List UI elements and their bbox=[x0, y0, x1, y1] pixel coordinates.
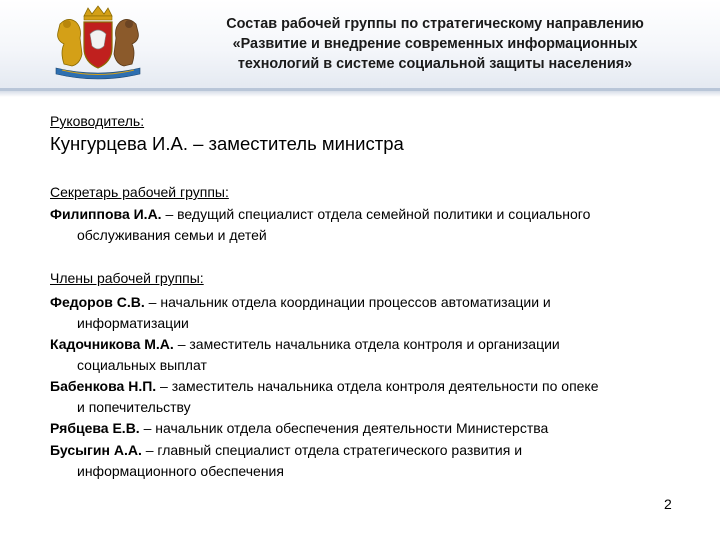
member-desc-cont: и попечительству bbox=[77, 399, 191, 415]
member-entry bbox=[50, 440, 690, 482]
member-desc: – заместитель начальника отдела контроля деятельности по опеке bbox=[156, 378, 599, 394]
member-entry bbox=[50, 418, 690, 439]
member-entry bbox=[50, 292, 690, 334]
page-number: 2 bbox=[664, 496, 672, 512]
slide-header bbox=[0, 0, 720, 90]
member-entry bbox=[50, 334, 690, 376]
secretary-name: Филиппова И.А. bbox=[50, 206, 162, 222]
member-name: Кадочникова М.А. bbox=[50, 336, 174, 352]
member-desc: – начальник отдела обеспечения деятельности Министерства bbox=[139, 420, 549, 436]
secretary-label: Секретарь рабочей группы: bbox=[50, 184, 229, 200]
member-desc: – заместитель начальника отдела контроля и организации bbox=[173, 336, 560, 352]
slide-title bbox=[170, 14, 700, 74]
title-line-2: «Развитие и внедрение современных информационных bbox=[232, 36, 638, 52]
secretary-entry bbox=[50, 204, 690, 246]
leader-label: Руководитель: bbox=[50, 113, 145, 129]
leader-name: Кунгурцева И.А. – заместитель министра bbox=[50, 133, 404, 154]
member-name: Федоров С.В. bbox=[50, 294, 145, 310]
secretary-desc-cont: обслуживания семьи и детей bbox=[77, 227, 267, 243]
title-line-3: технологий в системе социальной защиты населения» bbox=[237, 56, 633, 72]
member-desc: – главный специалист отдела стратегического развития и bbox=[141, 442, 523, 458]
member-desc-cont: информационного обеспечения bbox=[77, 463, 284, 479]
member-entry bbox=[50, 376, 690, 418]
member-desc-cont: информатизации bbox=[77, 315, 189, 331]
coat-of-arms-icon bbox=[40, 2, 156, 84]
member-name: Рябцева Е.В. bbox=[50, 420, 140, 436]
title-line-1: Состав рабочей группы по стратегическому направлению bbox=[226, 16, 644, 32]
member-name: Бусыгин А.А. bbox=[50, 442, 142, 458]
member-desc-cont: социальных выплат bbox=[77, 357, 207, 373]
member-name: Бабенкова Н.П. bbox=[50, 378, 157, 394]
member-desc: – начальник отдела координации процессов автоматизации и bbox=[144, 294, 551, 310]
header-shadow bbox=[0, 91, 720, 97]
secretary-desc: – ведущий специалист отдела семейной политики и социального bbox=[161, 206, 591, 222]
members-label: Члены рабочей группы: bbox=[50, 270, 204, 286]
